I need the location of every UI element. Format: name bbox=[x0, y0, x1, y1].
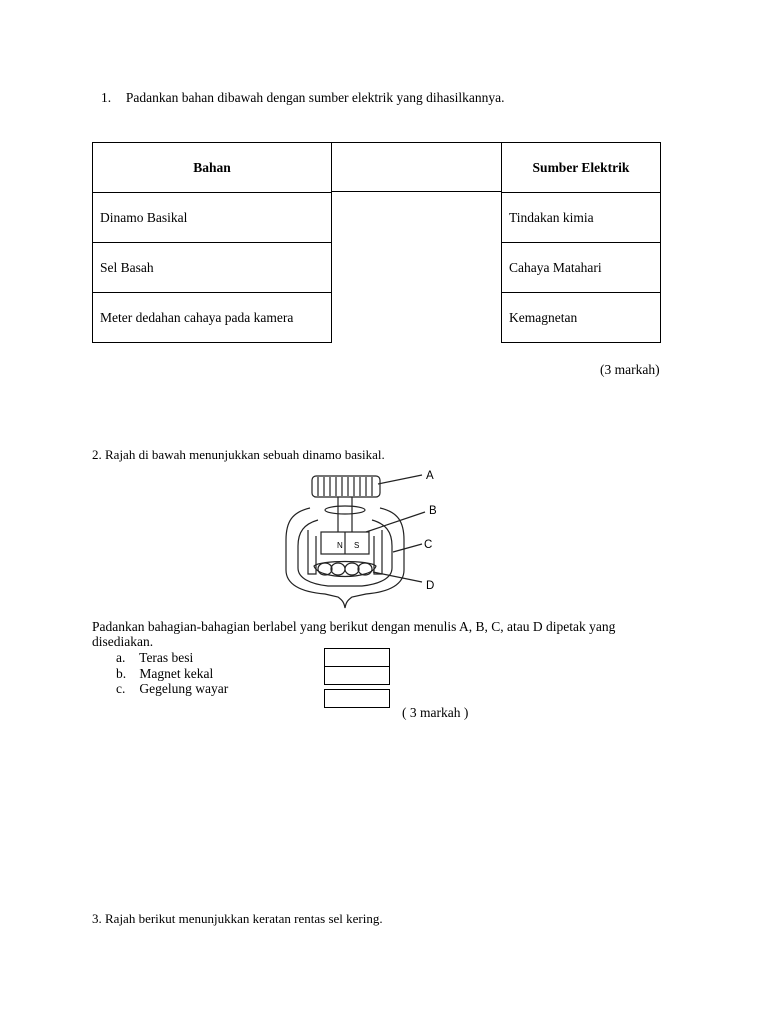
q1-left-table bbox=[92, 142, 332, 343]
right-header: Sumber Elektrik bbox=[502, 143, 661, 193]
q2-option bbox=[116, 666, 213, 682]
magnet-south-label: S bbox=[354, 541, 360, 550]
right-item: Cahaya Matahari bbox=[502, 243, 661, 293]
right-item: Kemagnetan bbox=[502, 293, 661, 343]
dynamo-cap bbox=[312, 476, 380, 497]
q1-heading bbox=[101, 90, 505, 106]
q2-option-text: Magnet kekal bbox=[139, 666, 214, 681]
q2-option bbox=[116, 650, 193, 666]
q1-header-connector bbox=[331, 142, 502, 192]
label-c: C bbox=[424, 539, 433, 551]
q2-intro: 2. Rajah di bawah menunjukkan sebuah dinamo basikal. bbox=[92, 447, 385, 462]
q2-option-text: Teras besi bbox=[139, 650, 194, 665]
left-item: Sel Basah bbox=[93, 243, 332, 293]
label-d: D bbox=[426, 580, 435, 592]
q2-option-letter: a. bbox=[116, 650, 126, 665]
q2-instruction-line2: disediakan. bbox=[92, 634, 154, 649]
q2-option-letter: b. bbox=[116, 666, 127, 681]
label-a: A bbox=[426, 470, 434, 482]
bicycle-dynamo-diagram bbox=[270, 462, 460, 610]
left-item: Meter dedahan cahaya pada kamera bbox=[93, 293, 332, 343]
q2-option-text: Gegelung wayar bbox=[139, 681, 229, 696]
answer-box-b[interactable] bbox=[324, 666, 390, 685]
q1-marks: (3 markah) bbox=[600, 362, 660, 377]
q1-text: Padankan bahan dibawah dengan sumber elektrik yang dihasilkannya. bbox=[125, 90, 505, 105]
left-item: Dinamo Basikal bbox=[93, 193, 332, 243]
q2-option-letter: c. bbox=[116, 681, 126, 696]
answer-box-a[interactable] bbox=[324, 648, 390, 667]
left-header: Bahan bbox=[93, 143, 332, 193]
right-item: Tindakan kimia bbox=[502, 193, 661, 243]
answer-box-c[interactable] bbox=[324, 689, 390, 708]
q2-option bbox=[116, 681, 228, 697]
label-b: B bbox=[429, 505, 437, 517]
q1-right-table bbox=[501, 142, 661, 343]
q3-intro: 3. Rajah berikut menunjukkan keratan rentas sel kering. bbox=[92, 911, 383, 926]
magnet-north-label: N bbox=[337, 541, 343, 550]
q2-marks: ( 3 markah ) bbox=[402, 705, 469, 720]
q2-instruction-line1: Padankan bahagian-bahagian berlabel yang berikut dengan menulis A, B, C, atau D dipetak yang bbox=[92, 619, 616, 634]
q1-number: 1. bbox=[101, 90, 112, 105]
